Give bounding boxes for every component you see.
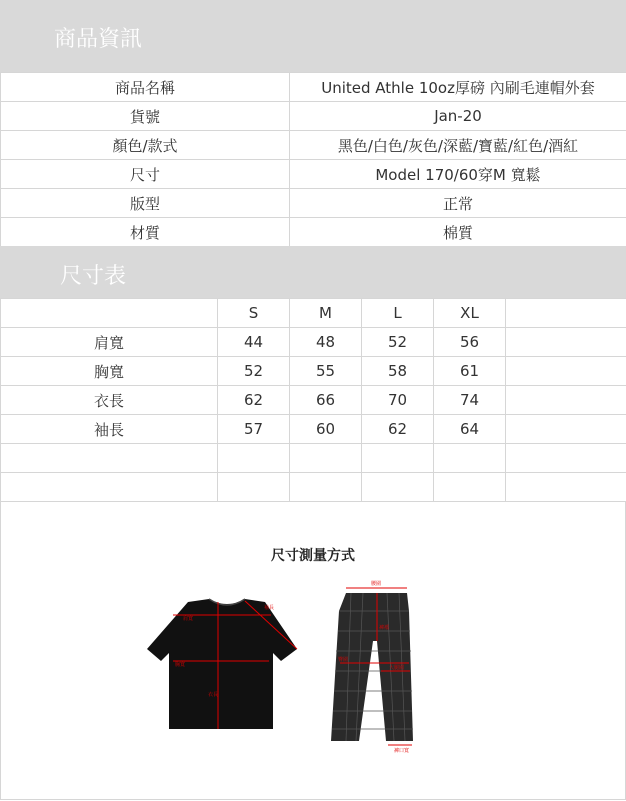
cell: 58 bbox=[362, 357, 434, 386]
size-chart-table bbox=[0, 298, 626, 502]
cell: 61 bbox=[434, 357, 506, 386]
cell: 44 bbox=[218, 328, 290, 357]
table-row bbox=[1, 73, 626, 102]
size-header-row bbox=[1, 299, 626, 328]
pants-hem-label: 褲口寬 bbox=[394, 748, 410, 754]
cell: 57 bbox=[218, 415, 290, 444]
row-label: 尺寸 bbox=[1, 160, 290, 189]
table-row bbox=[1, 218, 626, 247]
row-label: 顏色/款式 bbox=[1, 131, 290, 160]
cell: 60 bbox=[290, 415, 362, 444]
cell bbox=[506, 357, 626, 386]
row-value: Jan-20 bbox=[290, 102, 626, 131]
measurement-diagram bbox=[1, 501, 625, 799]
cell: 74 bbox=[434, 386, 506, 415]
pants-waist-label: 腰圍 bbox=[371, 581, 382, 587]
table-row bbox=[1, 160, 626, 189]
tshirt-illustration bbox=[147, 599, 297, 729]
cell bbox=[506, 386, 626, 415]
row-label: 胸寬 bbox=[1, 357, 218, 386]
row-label: 版型 bbox=[1, 189, 290, 218]
table-row bbox=[1, 386, 626, 415]
cell: 55 bbox=[290, 357, 362, 386]
cell bbox=[506, 328, 626, 357]
cell: 62 bbox=[362, 415, 434, 444]
row-label: 衣長 bbox=[1, 386, 218, 415]
pants-thigh-label: 大腿圍 bbox=[389, 665, 405, 671]
cell: 48 bbox=[290, 328, 362, 357]
empty-row bbox=[1, 444, 626, 473]
row-label: 肩寬 bbox=[1, 328, 218, 357]
table-row bbox=[1, 102, 626, 131]
pants-rise-label: 褲襠 bbox=[379, 625, 390, 631]
size-chart-header bbox=[0, 246, 626, 298]
measurement-section bbox=[0, 501, 626, 800]
pants-hip-label: 臀圍 bbox=[338, 657, 349, 663]
size-s-header: S bbox=[218, 299, 290, 328]
tshirt-chest-label: 胸寬 bbox=[175, 662, 186, 668]
cell: 52 bbox=[362, 328, 434, 357]
cell: 64 bbox=[434, 415, 506, 444]
tshirt-sleeve-label: 袖長 bbox=[264, 605, 275, 611]
size-xl-header: XL bbox=[434, 299, 506, 328]
product-info-table bbox=[0, 72, 626, 247]
table-row bbox=[1, 328, 626, 357]
measurement-title: 尺寸測量方式 bbox=[271, 548, 355, 564]
size-chart-title: 尺寸表 bbox=[60, 264, 127, 289]
row-value: 黑色/白色/灰色/深藍/寶藍/紅色/酒紅 bbox=[290, 131, 626, 160]
cell: 70 bbox=[362, 386, 434, 415]
cell: 56 bbox=[434, 328, 506, 357]
cell: 66 bbox=[290, 386, 362, 415]
header-cell bbox=[506, 299, 626, 328]
table-row bbox=[1, 189, 626, 218]
row-label: 袖長 bbox=[1, 415, 218, 444]
cell bbox=[506, 415, 626, 444]
row-value: United Athle 10oz厚磅 內刷毛連帽外套 bbox=[290, 73, 626, 102]
cell: 62 bbox=[218, 386, 290, 415]
row-value: 正常 bbox=[290, 189, 626, 218]
table-row bbox=[1, 415, 626, 444]
row-label: 貨號 bbox=[1, 102, 290, 131]
size-l-header: L bbox=[362, 299, 434, 328]
cell: 52 bbox=[218, 357, 290, 386]
row-value: Model 170/60穿M 寬鬆 bbox=[290, 160, 626, 189]
tshirt-shoulder-label: 肩寬 bbox=[183, 616, 194, 622]
tshirt-length-label: 衣長 bbox=[208, 692, 219, 698]
row-label: 商品名稱 bbox=[1, 73, 290, 102]
empty-row bbox=[1, 473, 626, 502]
table-row bbox=[1, 357, 626, 386]
row-value: 棉質 bbox=[290, 218, 626, 247]
table-row bbox=[1, 131, 626, 160]
header-cell bbox=[1, 299, 218, 328]
product-info-header bbox=[0, 0, 626, 72]
product-info-title: 商品資訊 bbox=[54, 27, 143, 52]
pants-illustration bbox=[331, 580, 413, 754]
size-m-header: M bbox=[290, 299, 362, 328]
row-label: 材質 bbox=[1, 218, 290, 247]
